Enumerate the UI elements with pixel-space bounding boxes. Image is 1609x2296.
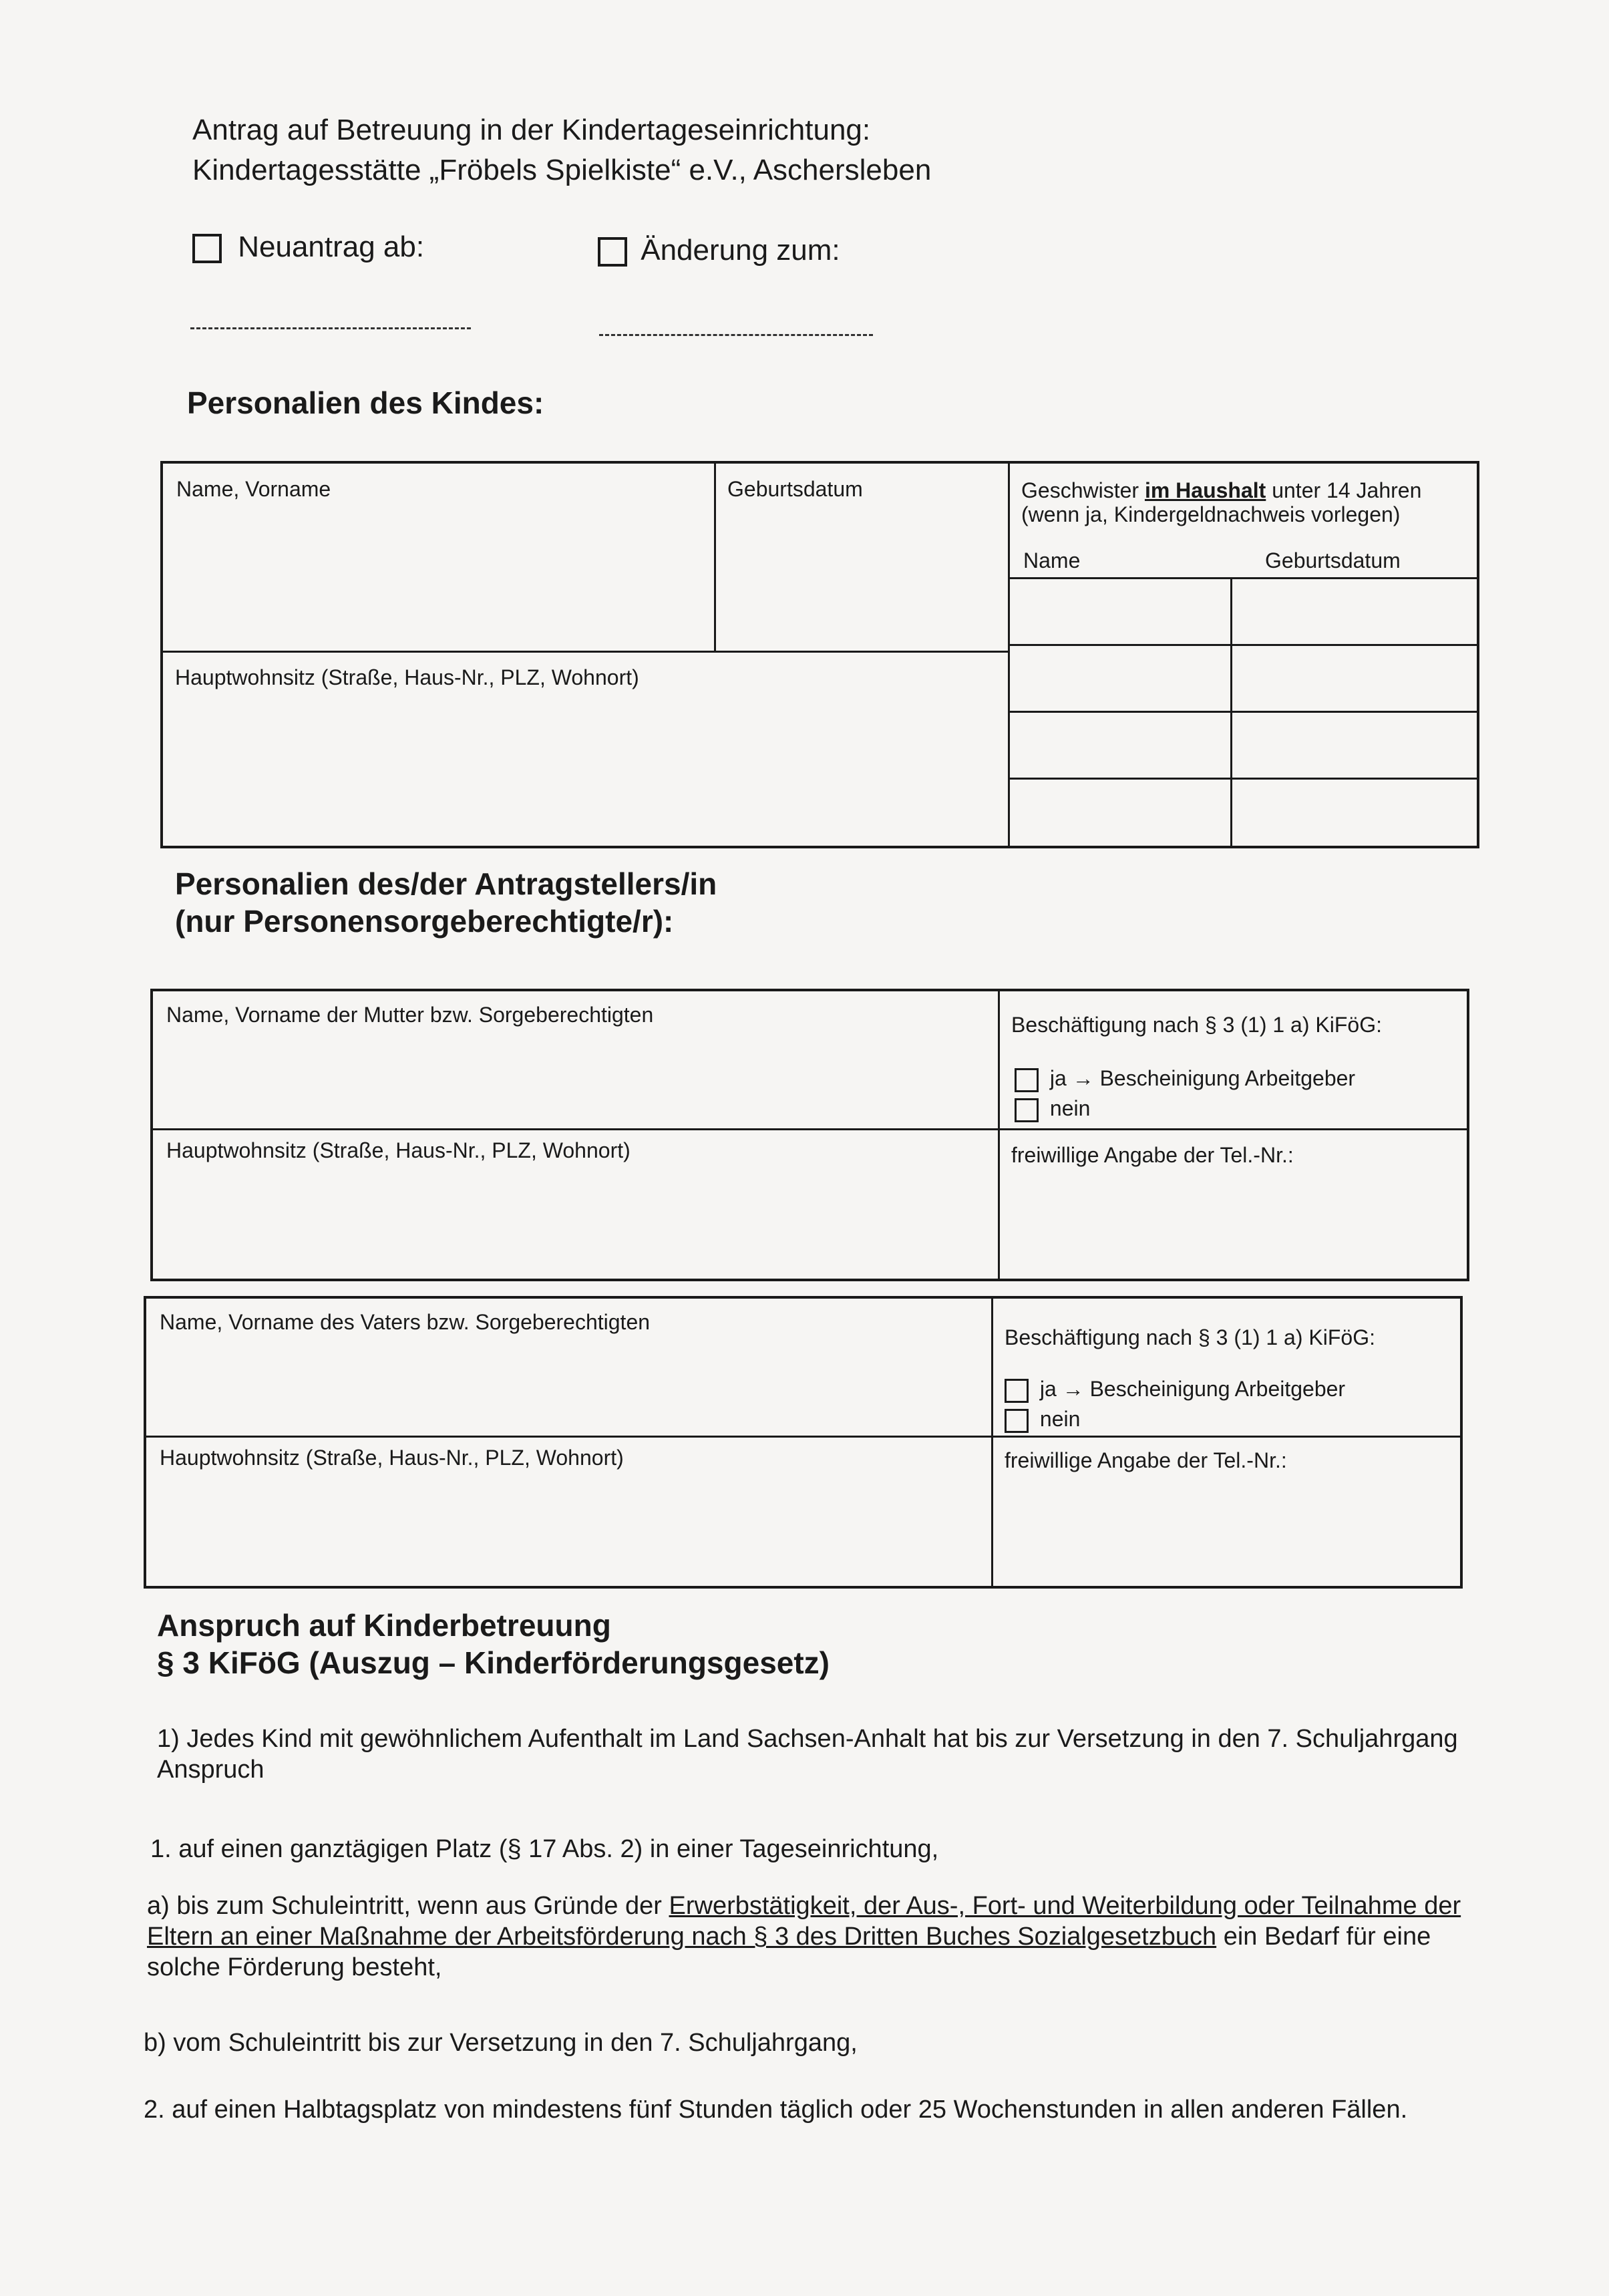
child-name-label: Name, Vorname — [176, 477, 331, 501]
new-application-option[interactable] — [192, 227, 424, 267]
mother-name-label: Name, Vorname der Mutter bzw. Sorgeberechtigten — [166, 1003, 654, 1027]
siblings-label: Geschwister im Haushalt unter 14 Jahren (wenn ja, Kindergeldnachweis vorlegen) — [1021, 478, 1422, 526]
father-name-label: Name, Vorname des Vaters bzw. Sorgeberechtigten — [160, 1310, 651, 1334]
form-title-line2: Kindertagesstätte „Fröbels Spielkiste“ e.V., Aschersleben — [192, 154, 932, 186]
change-option[interactable] — [598, 230, 840, 271]
claim-item-b: b) vom Schuleintritt bis zur Versetzung in den 7. Schuljahrgang, — [144, 2029, 858, 2057]
child-birthdate-label: Geburtsdatum — [727, 477, 863, 501]
father-yes-checkbox[interactable] — [1005, 1379, 1029, 1403]
change-date-line[interactable] — [599, 334, 873, 336]
change-checkbox[interactable] — [598, 237, 627, 267]
father-residence-label: Hauptwohnsitz (Straße, Haus-Nr., PLZ, Wohnort) — [160, 1446, 624, 1470]
change-label: Änderung zum: — [641, 234, 840, 267]
claim-section-title: Anspruch auf Kinderbetreuung § 3 KiFöG (Auszug – Kinderförderungsgesetz) — [157, 1608, 830, 1680]
new-application-label: Neuantrag ab: — [238, 230, 425, 263]
child-name-field[interactable] — [170, 510, 704, 644]
mother-phone-label: freiwillige Angabe der Tel.-Nr.: — [1011, 1143, 1294, 1167]
claim-item-1: 1. auf einen ganztägigen Platz (§ 17 Abs. 2) in einer Tageseinrichtung, — [150, 1835, 939, 1863]
mother-phone-field[interactable] — [1008, 1172, 1462, 1272]
child-birthdate-field[interactable] — [721, 510, 1001, 644]
form-title — [192, 110, 1328, 190]
applicant-section-title: Personalien des/der Antragstellers/in (nur Personensorgeberechtigte/r): — [175, 866, 717, 939]
mother-yes-checkbox[interactable] — [1015, 1068, 1039, 1092]
mother-employment-label: Beschäftigung nach § 3 (1) 1 a) KiFöG: — [1011, 1013, 1382, 1037]
mother-name-field[interactable] — [160, 1031, 991, 1124]
siblings-name-header: Name — [1023, 548, 1081, 572]
mother-table — [150, 989, 1469, 1281]
new-application-checkbox[interactable] — [192, 234, 222, 263]
mother-employment-yes[interactable]: ja → Bescheinigung Arbeitgeber — [1015, 1065, 1355, 1092]
father-name-field[interactable] — [153, 1339, 985, 1431]
mother-residence-label: Hauptwohnsitz (Straße, Haus-Nr., PLZ, Wohnort) — [166, 1138, 631, 1162]
mother-employment-no[interactable]: nein — [1015, 1095, 1090, 1122]
father-no-checkbox[interactable] — [1005, 1409, 1029, 1433]
father-employment-no[interactable]: nein — [1005, 1406, 1080, 1433]
father-residence-field[interactable] — [153, 1476, 985, 1576]
father-phone-field[interactable] — [1001, 1479, 1455, 1579]
claim-paragraph-1: 1) Jedes Kind mit gewöhnlichem Aufenthalt im Land Sachsen-Anhalt hat bis zur Versetzung in den 7. Schuljahrgang Anspruch — [157, 1725, 1458, 1784]
mother-no-checkbox[interactable] — [1015, 1098, 1039, 1122]
child-table — [160, 461, 1479, 848]
father-employment-yes[interactable]: ja → Bescheinigung Arbeitgeber — [1005, 1375, 1345, 1403]
child-residence-field[interactable] — [170, 697, 1001, 838]
new-application-date-line[interactable] — [190, 327, 471, 329]
claim-item-2: 2. auf einen Halbtagsplatz von mindestens fünf Stunden täglich oder 25 Wochenstunden in allen anderen Fällen. — [144, 2096, 1408, 2124]
form-title-line1: Antrag auf Betreuung in der Kindertageseinrichtung: — [192, 114, 871, 146]
child-section-title: Personalien des Kindes: — [187, 385, 544, 420]
mother-residence-field[interactable] — [160, 1168, 991, 1269]
child-residence-label: Hauptwohnsitz (Straße, Haus-Nr., PLZ, Wohnort) — [175, 665, 639, 689]
father-employment-label: Beschäftigung nach § 3 (1) 1 a) KiFöG: — [1005, 1325, 1375, 1349]
claim-item-a: a) bis zum Schuleintritt, wenn aus Gründe der Erwerbstätigkeit, der Aus-, Fort- und Weiterbildung oder Teilnahme der Eltern an einer Maßnahme der Arbeitsförderung nach § 3 des Dritten Buches Sozialgesetzbuch ein Bedarf für eine solche Förderung besteht, — [147, 1892, 1461, 1981]
father-table — [144, 1296, 1463, 1589]
siblings-birthdate-header: Geburtsdatum — [1265, 548, 1401, 572]
father-phone-label: freiwillige Angabe der Tel.-Nr.: — [1005, 1448, 1287, 1472]
